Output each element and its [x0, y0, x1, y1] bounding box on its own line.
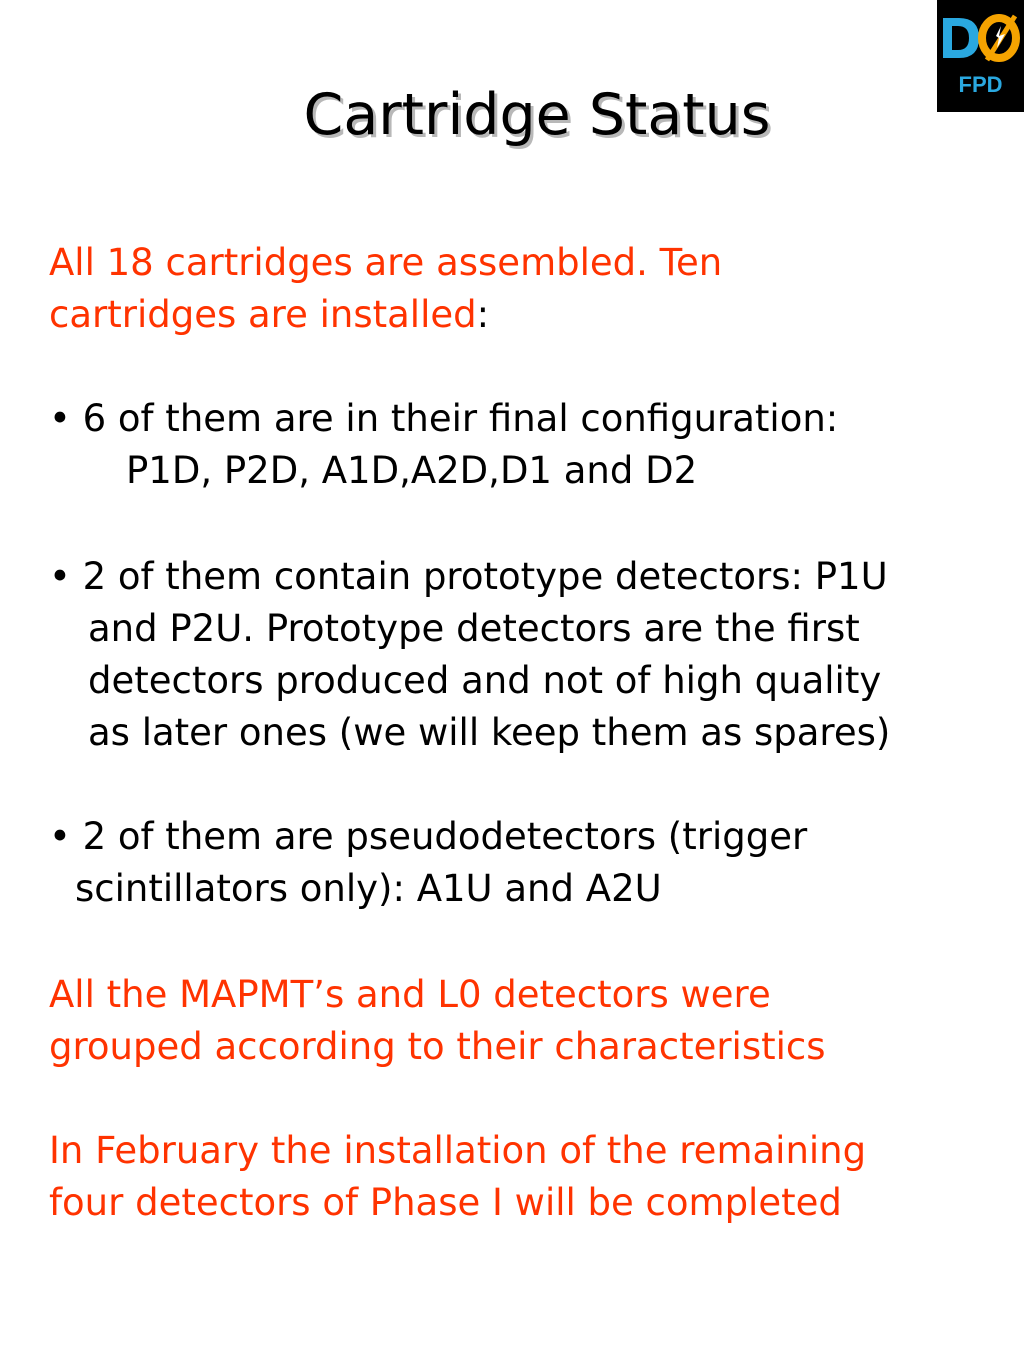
intro-line-1: All 18 cartridges are assembled. Ten: [49, 241, 723, 284]
bullet-2-line-3: detectors produced and not of high quality: [88, 659, 882, 702]
february-line-2: four detectors of Phase I will be completed: [49, 1181, 842, 1224]
intro-line-2-text: cartridges are installed: [49, 293, 477, 336]
bullet-2-line-2: and P2U. Prototype detectors are the first: [88, 607, 860, 650]
intro-line-2: [49, 293, 489, 337]
grouped-line-1: All the MAPMT’s and L0 detectors were: [49, 973, 771, 1016]
bullet-3-line-2: scintillators only): A1U and A2U: [75, 867, 662, 910]
page-title: Cartridge Status: [303, 82, 771, 148]
bullet-1-line-1: • 6 of them are in their final configuration:: [49, 397, 839, 440]
bullet-2-line-1: • 2 of them contain prototype detectors: P1U: [49, 555, 888, 598]
logo-sub-label: FPD: [958, 72, 1003, 97]
bullet-2-line-4: as later ones (we will keep them as spares): [88, 711, 891, 754]
intro-line-2-colon: :: [476, 293, 490, 336]
february-line-1: In February the installation of the remaining: [49, 1129, 867, 1172]
bullet-3-line-1: • 2 of them are pseudodetectors (trigger: [49, 815, 808, 858]
d0-logo-icon: [937, 14, 1024, 62]
grouped-line-2: grouped according to their characteristics: [49, 1025, 826, 1068]
logo-letter-d: [943, 18, 979, 58]
bullet-1-line-2: P1D, P2D, A1D,A2D,D1 and D2: [126, 449, 698, 492]
